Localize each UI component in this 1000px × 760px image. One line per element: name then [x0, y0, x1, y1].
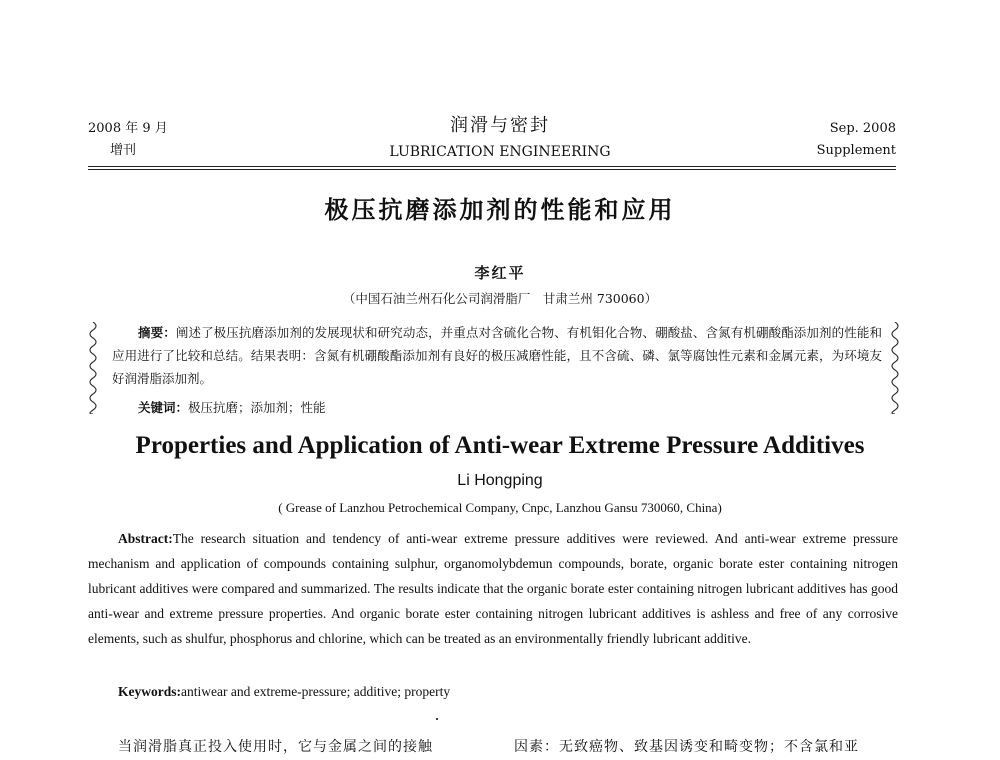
abstract-en-label: Abstract:: [118, 531, 173, 546]
decorative-border-left: [86, 322, 100, 414]
header-issue-cn: 增刊: [110, 143, 137, 158]
keywords-cn-label: 关键词：: [138, 400, 189, 415]
author-cn: 李红平: [474, 264, 526, 282]
header-issue-en: Supplement: [816, 143, 896, 158]
header-date-en: [817, 118, 896, 162]
body-column-right: 因素：无致癌物、致基因诱变和畸变物；不含氯和亚: [514, 739, 859, 755]
body-column-left: 当润滑脂真正投入使用时，它与金属之间的接触: [118, 739, 433, 755]
keywords-en: [118, 684, 450, 700]
paper-title-en: Properties and Application of Anti-wear Extreme Pressure Additives: [135, 432, 865, 459]
keywords-cn: [138, 396, 326, 419]
header-date-en-text: Sep. 2008: [829, 121, 896, 136]
abstract-cn-text: 阐述了极压抗磨添加剂的发展现状和研究动态，并重点对含硫化合物、有机钼化合物、硼酸盐、含氮有机硼酸酯添加剂的性能和应用进行了比较和总结。结果表明：含氮有机硼酸酯添加剂有良好的极压减磨性能，且不含硫、磷、氯等腐蚀性元素和金属元素，为环境友好润滑脂添加剂。: [112, 325, 882, 386]
affiliation-en: ( Grease of Lanzhou Petrochemical Company, Cnpc, Lanzhou Gansu 730060, China): [278, 500, 722, 515]
keywords-en-text: antiwear and extreme-pressure; additive; property: [181, 684, 451, 699]
journal-title-en: LUBRICATION ENGINEERING: [389, 144, 611, 160]
journal-title-cn: 润滑与密封: [450, 115, 550, 136]
abstract-en: [88, 526, 898, 651]
header-rule-bottom: [88, 169, 896, 170]
author-en: Li Hongping: [457, 472, 543, 489]
journal-title: [300, 113, 700, 163]
affiliation-cn: （中国石油兰州石化公司润滑脂厂 甘肃兰州 730060）: [342, 291, 658, 306]
header-date-cn: [88, 118, 168, 162]
abstract-cn-label: 摘要：: [138, 325, 176, 340]
scan-speck: [436, 718, 438, 720]
paper-title-cn: 极压抗磨添加剂的性能和应用: [324, 196, 676, 224]
header-rule-top: [88, 166, 896, 167]
keywords-en-label: Keywords:: [118, 684, 181, 699]
abstract-cn: [112, 321, 882, 390]
keywords-cn-text: 极压抗磨；添加剂；性能: [188, 400, 326, 415]
header-date-cn-text: 2008 年 9 月: [88, 121, 168, 136]
abstract-en-text: The research situation and tendency of anti-wear extreme pressure additives were reviewed. And anti-wear extreme pressure mechanism and application of compounds containing sulphur, organomolybdemun compounds, borate, organic borate ester containing nitrogen lubricant additives were compared and summarized. The results indicate that the organic borate ester containing nitrogen lubricant additives has good anti-wear and extreme pressure properties. And organic borate ester containing nitrogen lubricant additives is ashless and free of any corrosive elements, such as shulfur, phosphorus and chlorine, which can be treated as an environmentally friendly lubricant additive.: [88, 531, 898, 646]
decorative-border-right: [888, 322, 902, 414]
